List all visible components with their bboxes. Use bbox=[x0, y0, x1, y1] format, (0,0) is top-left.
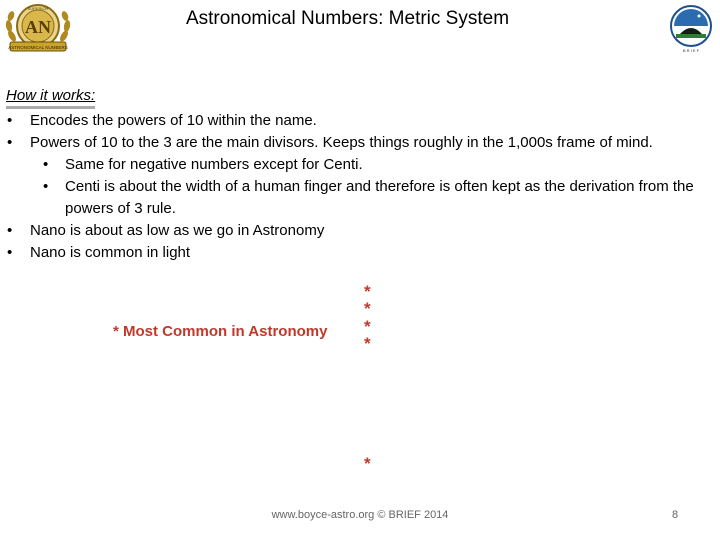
legend-text: Most Common in Astronomy bbox=[123, 323, 328, 340]
an-logo-icon bbox=[4, 2, 72, 54]
star-marker: * bbox=[364, 317, 371, 336]
svg-text:ASTRONOMICAL NUMBERS: ASTRONOMICAL NUMBERS bbox=[8, 45, 68, 50]
section-heading: How it works: bbox=[6, 87, 96, 104]
svg-text:B R I E F: B R I E F bbox=[682, 48, 700, 53]
star-marker: * bbox=[364, 334, 371, 353]
page-number: 8 bbox=[671, 509, 679, 521]
footer-url: www.boyce-astro.org © BRIEF 2014 bbox=[271, 509, 449, 521]
bullet-dot-icon: • bbox=[7, 134, 13, 151]
observatory-logo-icon bbox=[666, 4, 716, 54]
bullet-item bbox=[0, 220, 716, 242]
sub-bullet-item bbox=[0, 176, 716, 220]
bullet-item bbox=[0, 132, 716, 154]
bullet-text: Centi is about the width of a human finger and therefore is often kept as the derivation from the powers of 3 rule. bbox=[65, 178, 694, 217]
bullet-dot-icon: • bbox=[43, 178, 49, 195]
bullet-dot-icon: • bbox=[43, 156, 49, 173]
legend-label bbox=[113, 322, 327, 342]
bullet-text: Encodes the powers of 10 within the name. bbox=[30, 112, 317, 129]
left-logo bbox=[4, 2, 72, 54]
bullet-text: Nano is about as low as we go in Astronomy bbox=[30, 222, 325, 239]
svg-text:SUPERIOR: SUPERIOR bbox=[27, 6, 49, 11]
svg-text:AN: AN bbox=[25, 17, 51, 37]
star-marker: * bbox=[364, 282, 371, 301]
bullet-dot-icon: • bbox=[7, 112, 13, 129]
bullet-text: Same for negative numbers except for Centi. bbox=[65, 156, 363, 173]
bullet-item bbox=[0, 242, 716, 264]
star-marker: * bbox=[364, 299, 371, 318]
bullet-dot-icon: • bbox=[7, 244, 13, 261]
sub-bullet-item bbox=[0, 154, 716, 176]
bullet-item bbox=[0, 110, 716, 132]
right-logo bbox=[666, 4, 716, 54]
bullet-text: Powers of 10 to the 3 are the main divisors. Keeps things roughly in the 1,000s frame of mind. bbox=[30, 134, 653, 151]
bullet-dot-icon: • bbox=[7, 222, 13, 239]
legend-star: * bbox=[113, 323, 119, 340]
slide-title: Astronomical Numbers: Metric System bbox=[185, 8, 510, 29]
bullet-list bbox=[0, 110, 716, 264]
star-marker: * bbox=[364, 454, 371, 473]
bullet-text: Nano is common in light bbox=[30, 244, 191, 261]
